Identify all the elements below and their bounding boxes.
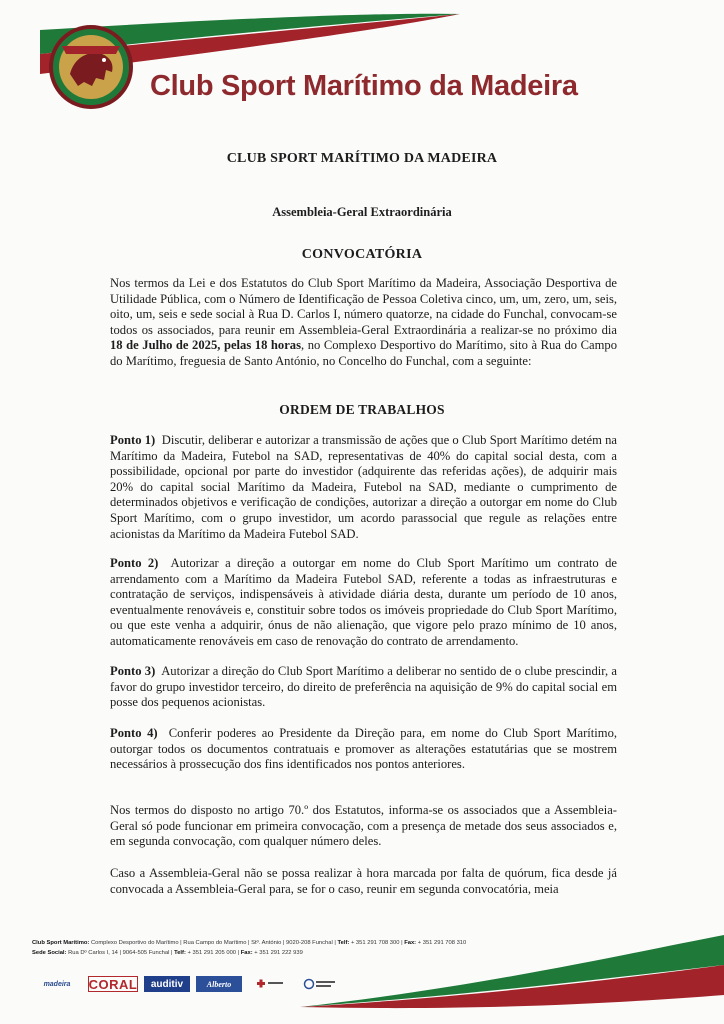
footer-tel-label: Telf:	[174, 950, 186, 956]
point-label: Ponto 3)	[110, 664, 156, 678]
point-label: Ponto 2)	[110, 556, 159, 570]
closing-paragraph-second-call: Caso a Assembleia-Geral não se possa realizar à hora marcada por falta de quórum, fica desde já convocada a Assembleia-Geral para, se for o caso, reunir em segunda convocatória, meia	[110, 866, 617, 896]
point-text: Autorizar a direção a outorgar em nome do Club Sport Marítimo um contrato de arrendamento com a Marítimo da Madeira Futebol SAD, referente a todas as infraestruturas e contratação de serviços, indispensáveis à atividade diária desta, durante um período de 10 anos, eventualmente renováveis e, constituir sobre todos os imóveis propriedade do Club Sport Marítimo, ou que este venha a adquirir, ónus de não alienação, que vigore pelo prazo mínimo de 10 anos, automaticamente renováveis em caso de renovação do contrato de arrendamento.	[110, 556, 617, 648]
footer-tel-label: Telf:	[337, 940, 350, 946]
footer-tel: + 351 291 205 000 |	[185, 950, 241, 956]
footer-club-address: Complexo Desportivo do Marítimo | Rua Campo do Marítimo | Stº. António | 9020-208 Funchal |	[89, 940, 338, 946]
footer-fax-label: Fax:	[404, 940, 417, 946]
hospital-particular-icon	[303, 978, 337, 990]
agenda-point-4	[110, 726, 617, 773]
footer-tel: + 351 291 708 300 |	[349, 940, 405, 946]
point-text: Discutir, deliberar e autorizar a transmissão de ações que o Club Sport Marítimo detém na Marítimo da Madeira, Futebol na SAD, representativas de 40% do capital social desta, com a possibilidade, opcional por parte do investidor (adquirente das referidas ações), de adquirir mais 20% do capital social Marítimo da Madeira, Futebol na SAD, mediante o cumprimento de determinados objetivos e verificação de condições, autorizar a direção a outorgar em nome do Club Sport Marítimo, com o grupo investidor, um acordo parassocial que regule as relações entre acionistas da Marítimo da Madeira Futebol SAD.	[110, 433, 618, 541]
alberto-oculista-logo-icon: Alberto	[196, 976, 242, 992]
coral-logo-icon: CORAL	[88, 976, 138, 992]
closing-paragraph-quorum: Nos termos do disposto no artigo 70.º dos Estatutos, informa-se os associados que a Assembleia-Geral só pode funcionar em primeira convocação, com a presença de metade dos seus associados e, em segunda convocação, com qualquer número deles.	[110, 803, 617, 849]
madeira-logo-icon: madeira	[43, 980, 71, 988]
footer-club-label: Club Sport Marítimo:	[32, 940, 90, 946]
footer-contacts	[32, 938, 466, 958]
footer-line-sede	[32, 948, 466, 958]
document-subtitle: Assembleia-Geral Extraordinária	[272, 205, 452, 219]
agenda-point-1	[110, 433, 617, 542]
agenda-heading: ORDEM DE TRABALHOS	[279, 402, 445, 417]
footer-fax-label: Fax:	[240, 950, 253, 956]
hospital-cross-icon	[255, 978, 285, 990]
point-text: Conferir poderes ao Presidente da Direção para, em nome do Club Sport Marítimo, outorgar todos os documentos contratuais e promover as alterações estatutárias que se mostrem necessários à prossecução dos fins identificados nos pontos anteriores.	[110, 726, 618, 772]
intro-text: Nos termos da Lei e dos Estatutos do Club Sport Marítimo da Madeira, Associação Desportiva de Utilidade Pública, com o Número de Identificação de Pessoa Coletiva cinco, um, um, zero, um, seis, oito, um, seis e sede social à Rua D. Carlos I, número quatorze, na cidade do Funchal, convocam-se todos os associados, para reunir em Assembleia-Geral Extraordinária a realizar-se no próximo dia	[110, 276, 617, 337]
intro-text-end: , no Complexo Desportivo do Marítimo, sito à Rua do Campo do Marítimo, freguesia de Santo António, no Concelho do Funchal, com a seguinte:	[110, 338, 617, 368]
point-label: Ponto 1)	[110, 433, 156, 447]
footer-fax: + 351 291 222 939	[252, 950, 303, 956]
hospital-particular-logo-icon	[298, 976, 342, 992]
convocatoria-heading: CONVOCATÓRIA	[301, 247, 423, 262]
point-text: Autorizar a direção do Club Sport Marítimo a deliberar no sentido de o clube prescindir, a favor do grupo investidor terceiro, do direito de preferência na aquisição de 9% do capital social em posse dos pequenos acionistas.	[110, 664, 617, 710]
meeting-date: 18 de Julho de 2025, pelas 18 horas	[110, 338, 302, 353]
intro-paragraph	[110, 276, 617, 370]
agenda-point-2	[110, 556, 617, 650]
footer-line-club	[32, 938, 466, 948]
agenda-point-3	[110, 664, 617, 711]
document-title: CLUB SPORT MARÍTIMO DA MADEIRA	[226, 151, 498, 166]
hospital-madeira-logo-icon	[248, 976, 292, 992]
letterhead-club-name: Club Sport Marítimo da Madeira	[150, 70, 578, 102]
footer-fax: + 351 291 708 310	[416, 940, 467, 946]
footer-sede-label: Sede Social:	[32, 950, 67, 956]
point-label: Ponto 4)	[110, 726, 158, 740]
club-crest-icon	[48, 24, 134, 110]
footer-sede-address: Rua Dº Carlos I, 14 | 9064-505 Funchal |	[66, 950, 175, 956]
auditiv-logo-icon: auditiv	[144, 976, 190, 992]
sponsor-logos	[32, 974, 342, 994]
